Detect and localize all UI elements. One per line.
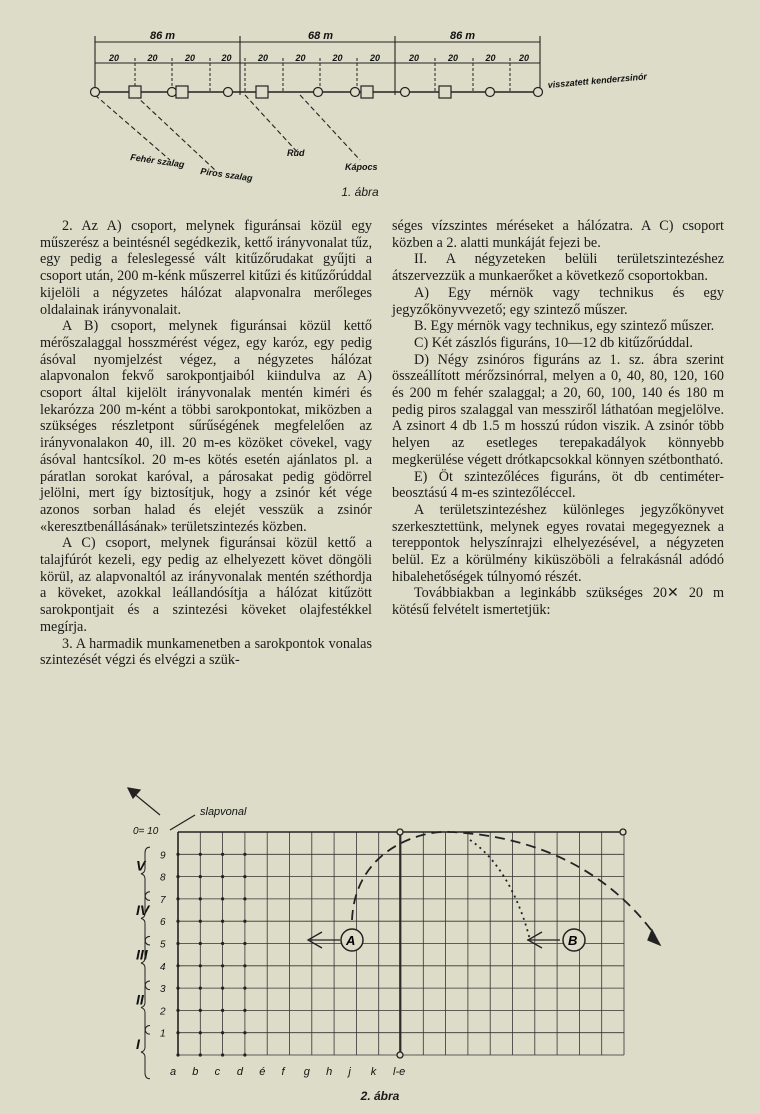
grid-point [221,853,224,856]
right-paragraph: séges vízszintes méréseket a hálózatra. A C) csoport közben a 2. alatti munkáját fejezi be. [392,218,724,251]
segment-label: 20 [332,53,343,63]
grid-point [243,942,246,945]
left-column [40,218,372,669]
grid-point [221,987,224,990]
column-letter-label: k [370,1066,377,1078]
row-number-label: 7 [160,894,166,906]
label-rud: Rúd [287,148,305,158]
column-letter-label: c [214,1066,221,1078]
roman-row-label: I [136,1035,140,1052]
dim-label-1: 86 m [150,30,176,42]
grid-point [221,875,224,878]
grid-point [176,920,179,923]
grid-point [176,897,179,900]
slapvonal-label: slapvonal [200,806,247,818]
segment-label: 20 [485,53,496,63]
right-column [392,218,724,619]
roman-row-label: III [136,946,148,963]
right-paragraph: A területszintezéshez különleges jegyzőkönyvet szerkesztettünk, melynek egyes rovatai megegyeznek a tereppontok helyszínrajzi elhelyezésével, a négyzeten belül. Ez a körülmény kiküszöböli a felrakásnál adódó hibalehetőségek túlnyomó részét. [392,501,724,585]
figure-1-caption: 1. ábra [341,185,379,199]
row-number-label: 3 [160,984,166,996]
column-letter-label: b [192,1066,199,1078]
grid-point [221,897,224,900]
row-number-label: 8 [160,872,166,884]
grid-point [176,964,179,967]
label-feher-szalag: Fehér szalag [129,152,186,170]
grid-point [176,875,179,878]
cord-marker-circle [168,88,177,97]
roman-row-label: V [136,857,146,874]
grid-point [176,1009,179,1012]
cord-marker-square [361,86,373,98]
grid-point [199,942,202,945]
grid-point [176,853,179,856]
roman-row-label: IV [136,902,150,919]
figure-2-diagram [0,770,760,1090]
grid-point [243,1053,246,1056]
grid-point [243,920,246,923]
marker-a-label: A [346,933,356,948]
grid-point [199,920,202,923]
right-paragraph: II. A négyzeteken belüli területszintezéshez átszervezzük a munkaerőket a következő csoportokban. [392,251,724,285]
grid-point [199,897,202,900]
cord-marker-circle [314,88,323,97]
left-paragraph: 3. A harmadik munkamenetben a sarokpontok vonalas szintezését végzi és elvégzi a szük- [40,635,372,669]
label-visszatett: visszatett kenderzsinór [547,71,648,90]
row-number-label: 1 [160,1028,166,1040]
grid-point [243,1031,246,1034]
right-paragraph: E) Öt szintezőléces figuráns, öt db centiméter-beosztású 4 m-es szintezőléccel. [392,468,724,502]
right-paragraph: Továbbiakban a leginkább szükséges 20✕ 20 m kötésű felvételt ismertetjük: [392,585,724,619]
segment-label: 20 [147,53,158,63]
grid-point [176,942,179,945]
cord-marker-square [439,86,451,98]
segment-label: 20 [519,53,530,63]
grid-point [199,964,202,967]
grid-point [243,897,246,900]
segment-label: 20 [109,53,120,63]
grid-point [243,853,246,856]
segment-label: 20 [370,53,381,63]
marker-b-label: B [568,933,578,948]
cord-marker-circle [224,88,233,97]
cord-marker-square [256,86,268,98]
row-number-label: 2 [160,1006,166,1018]
cord-marker-circle [486,88,495,97]
left-paragraph: 2. Az A) csoport, melynek figuránsai közül egy műszerész a beintésnél segédkezik, kettő irányvonalat tűz, egy pedig a feleslegessé vált kitűzőrudakat gyűjti a csoport után, 200 m-kénk műszerrel kitűzi és kitűzőrúddal kijelöli a négyzetes hálózat alapvonalra merőleges oldalainak irányvonalait. [40,218,372,318]
cord-marker-circle [91,88,100,97]
grid-point [199,875,202,878]
dim-label-3: 86 m [450,30,476,42]
marker-a [341,929,363,951]
column-letter-label: é [259,1066,266,1078]
row-number-label: 4 [160,961,166,973]
segment-label: 20 [448,53,459,63]
grid-point [221,1009,224,1012]
north-arrow-icon [128,788,160,815]
grid-point [221,1053,224,1056]
label-kapocs: Kápocs [345,162,378,172]
column-letter-label: f [281,1066,285,1078]
figure-1-diagram [0,0,760,200]
column-letter-label: d [236,1066,244,1078]
grid-point [176,987,179,990]
right-paragraph: D) Négy zsinóros figuráns az 1. sz. ábra szerint összeállított mérőzsinórral, melyen a 0, 40, 80, 120, 160 és 200 m fehér szalaggal; a 20, 60, 100, 140 és 180 m pedig piros szalaggal van messziről láthatóan megjelölve. A zsinort 4 db 1.5 m hosszú rúdon viszik. A zsinór több helyen az esetleges terepakadályok könnyebb megkerülése végett drótkapcsokkal könnyen szétbontható. [392,351,724,468]
segment-label: 20 [258,53,269,63]
left-paragraph: A B) csoport, melynek figuránsai közül kettő mérőszalaggal hosszmérést végez, egy karóz, egy pedig ásóval nyomjelzést végez, a négyzetes hálózat alapvonalon fekvő sarokpontjaiból kiindulva az A) csoport által kijelölt irányvonalak mentén kiméri és lekarózza 200 m-ként a többi sarokpontokat, miközben a szükséges részletpont sűrűségének megfelelően az irányvonalakon 40, ill. 20 m-es közöket cövekel, vagy ásóval hantcsíkol. 20 m-es kötés esetén ajánlatos pl. a páratlan sorokat karóval, a párosakat pedig gödörrel jelölni, mert így biztosítjuk, hogy a zsinór két vége azonos sorban halad és elejét vesszük a zsinór «keresztbenállásának» területszintezés közben. [40,318,372,535]
grid-point [176,1053,179,1056]
marker-b [563,929,585,951]
figure-2-caption: 2. ábra [360,1089,400,1103]
column-letter-label: a [170,1066,177,1078]
grid-point [243,1009,246,1012]
segment-label: 20 [185,53,196,63]
column-letter-label: j [348,1066,351,1078]
label-piros-szalag: Piros szalag [199,166,254,184]
column-letter-label: h [326,1066,333,1078]
grid-point [199,1009,202,1012]
segment-label: 20 [221,53,232,63]
grid-point [199,853,202,856]
column-letter-label: g [303,1066,310,1078]
cord-marker-square [129,86,141,98]
right-paragraph: C) Két zászlós figuráns, 10—12 db kitűzőrúddal. [414,334,693,351]
right-paragraph: B. Egy mérnök vagy technikus, egy szintező műszer. [414,318,715,335]
grid-point [243,875,246,878]
row-top-label: 0= 10 [133,826,159,837]
row-number-label: 6 [160,917,166,929]
grid-point [221,942,224,945]
roman-row-label: II [136,991,144,1008]
cord-marker-circle [534,88,543,97]
grid-point [199,987,202,990]
row-number-label: 5 [160,939,166,951]
cord-marker-circle [351,88,360,97]
grid-point [176,1031,179,1034]
row-number-label: 9 [160,850,166,862]
grid-point [199,1053,202,1056]
column-letter-label: l-e [393,1066,406,1078]
cord-marker-circle [401,88,410,97]
cord-marker-square [176,86,188,98]
grid-point [221,920,224,923]
grid-point [243,987,246,990]
left-paragraph: A C) csoport, melynek figuránsai közül kettő a talajfúrót kezeli, egy pedig az elhelyezett követ döngöli körül, az alapvonaltól az irányvonalak mentén széthordja a köveket, azokkal leállandósítja a hálózat kitűzött sarokpontjait és a szintezési köveket olajfestékkel megírja. [40,535,372,635]
grid-point [221,964,224,967]
right-paragraph: A) Egy mérnök vagy technikus és egy jegyzőkönyvvezető; egy szintező műszer. [392,284,724,318]
segment-label: 20 [409,53,420,63]
grid-point [199,1031,202,1034]
grid-point [221,1031,224,1034]
grid-point [243,964,246,967]
dim-label-2: 68 m [308,30,334,42]
segment-label: 20 [295,53,306,63]
